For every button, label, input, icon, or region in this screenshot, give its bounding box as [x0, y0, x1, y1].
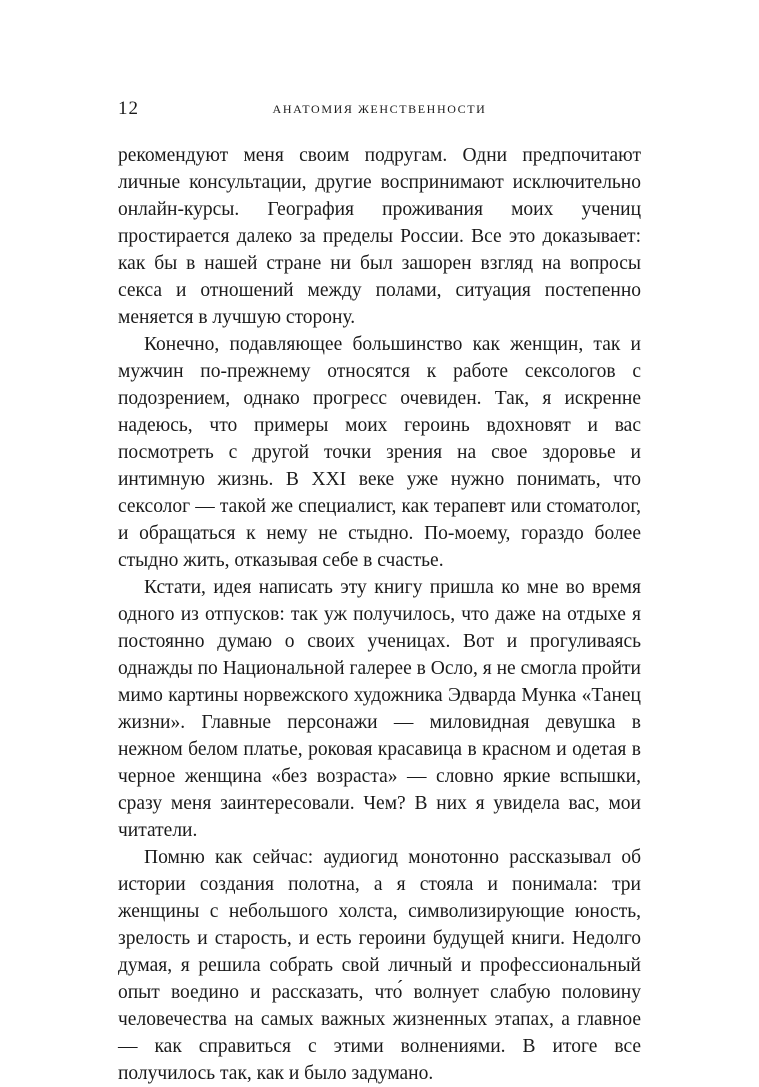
page-number: 12 [118, 98, 139, 119]
paragraph-3: Кстати, идея написать эту книгу пришла ко мне во время одного из отпусков: так уж получилось, что даже на отдыхе я постоянно думаю о своих ученицах. Вот и прогуливаясь однажды по Национальной галерее в Осло, я не смогла пройти мимо картины норвежского художника Эдварда Мунка «Танец жизни». Главные персонажи — миловидная девушка в нежном белом платье, роковая красавица в красном и одетая в черное женщина «без возраста» — словно яркие вспышки, сразу меня заинтересовали. Чем? В них я увидела вас, мои читатели. [118, 577, 641, 841]
paragraph-2: Конечно, подавляющее большинство как женщин, так и мужчин по-прежнему относятся к работе сексологов с подозрением, однако прогресс очевиден. Так, я искренне надеюсь, что примеры моих героинь вдохновят и вас посмотреть с другой точки зрения на свое здоровье и интимную жизнь. В XXI веке уже нужно понимать, что сексолог — такой же специалист, как терапевт или стоматолог, и обращаться к нему не стыдно. По-моему, гораздо более стыдно жить, отказывая себе в счастье. [118, 334, 641, 571]
running-title: АНАТОМИЯ ЖЕНСТВЕННОСТИ [272, 102, 487, 116]
body-text [118, 142, 641, 1087]
paragraph-4: Помню как сейчас: аудиогид монотонно рассказывал об истории создания полотна, а я стояла и понимала: три женщины с небольшого холста, символизирующие юность, зрелость и старость, и есть героини будущей книги. Недолго думая, я решила собрать свой личный и профессиональный опыт воедино и рассказать, что́ волнует слабую половину человечества на самых важных жизненных этапах, а главное — как справиться с этими волнениями. В итоге все получилось так, как и было задумано. [118, 847, 641, 1084]
paragraph-1: рекомендуют меня своим подругам. Одни предпочитают личные консультации, другие воспринимают исключительно онлайн-курсы. География проживания моих учениц простирается далеко за пределы России. Все это доказывает: как бы в нашей стране ни был зашорен взгляд на вопросы секса и отношений между полами, ситуация постепенно меняется в лучшую сторону. [118, 145, 641, 328]
page-header [118, 98, 641, 120]
